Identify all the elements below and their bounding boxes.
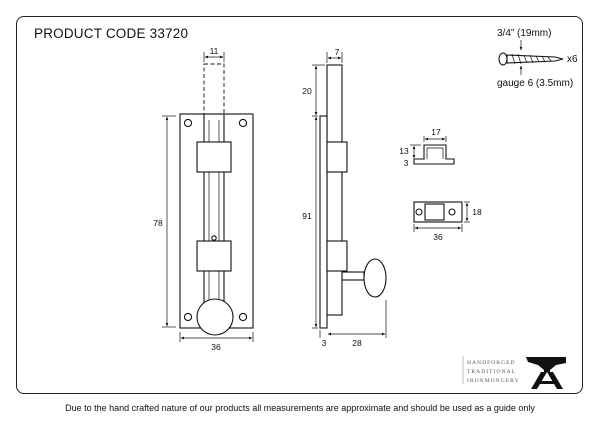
dim-keep-width: 17 bbox=[431, 127, 441, 137]
screw-length-label: 3/4” (19mm) bbox=[497, 28, 552, 39]
front-knob bbox=[197, 299, 233, 335]
brand-block bbox=[463, 356, 566, 389]
dim-keep-front-height: 18 bbox=[472, 207, 482, 217]
lower-staple bbox=[197, 241, 231, 271]
screw-hole bbox=[239, 119, 246, 126]
brand-line-2: TRADITIONAL bbox=[467, 369, 516, 375]
screw-hole bbox=[239, 313, 246, 320]
dim-keep-base: 3 bbox=[403, 158, 409, 168]
upper-staple bbox=[197, 142, 231, 172]
front-view bbox=[153, 46, 253, 352]
anvil-logo-icon bbox=[526, 357, 566, 389]
side-backplate bbox=[320, 116, 327, 328]
brand-line-1: HANDFORGED bbox=[467, 360, 516, 366]
screw-hole bbox=[184, 313, 191, 320]
dim-keep-front-width: 36 bbox=[433, 232, 443, 242]
keep-front-view bbox=[414, 202, 482, 242]
side-knob-stem bbox=[342, 272, 364, 280]
disclaimer-footer: Due to the hand crafted nature of our products all measurements are approximate and should be used as a guide only bbox=[65, 403, 535, 413]
screw-gauge-label: gauge 6 (3.5mm) bbox=[497, 78, 574, 89]
product-code-title: PRODUCT CODE 33720 bbox=[34, 26, 189, 41]
brand-line-3: IRONMONGERY bbox=[467, 378, 520, 384]
dim-side-knob-depth: 28 bbox=[352, 338, 362, 348]
dim-front-height: 78 bbox=[153, 218, 163, 228]
screw-icon bbox=[499, 53, 563, 65]
keep-screw-hole bbox=[449, 209, 455, 215]
screw-hole bbox=[184, 119, 191, 126]
side-upper-staple bbox=[327, 142, 347, 172]
dim-side-top-thickness: 7 bbox=[334, 47, 340, 57]
dim-front-top-width: 11 bbox=[209, 46, 219, 56]
screw-quantity: x6 bbox=[567, 54, 578, 65]
side-lower-staple bbox=[327, 241, 347, 271]
bolt-extension-dashed bbox=[204, 64, 224, 116]
dim-keep-height: 13 bbox=[399, 146, 409, 156]
side-bolt-rod bbox=[327, 65, 342, 315]
dim-front-bottom-width: 36 bbox=[211, 342, 221, 352]
keep-screw-hole bbox=[416, 209, 422, 215]
screw-detail bbox=[497, 28, 578, 89]
keep-slot bbox=[425, 204, 444, 220]
bolt-pin bbox=[212, 236, 216, 240]
keep-top-view bbox=[399, 127, 454, 168]
side-view bbox=[302, 47, 386, 348]
dim-side-bolt-extension: 20 bbox=[302, 86, 312, 96]
side-knob bbox=[364, 259, 386, 297]
dim-side-plate-thickness: 3 bbox=[321, 338, 327, 348]
dim-side-height: 91 bbox=[302, 211, 312, 221]
